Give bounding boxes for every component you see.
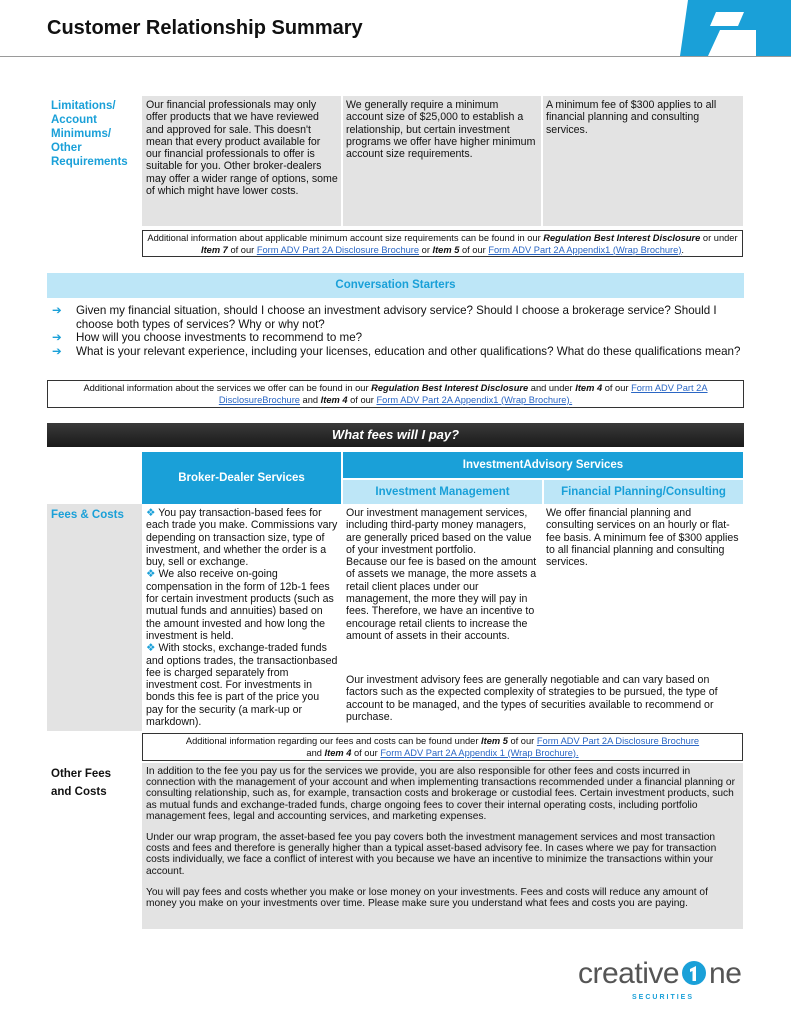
broker-dealer-header: Broker-Dealer Services <box>142 452 341 504</box>
arrow-right-icon: ➔ <box>52 344 62 358</box>
conversation-starters-list <box>52 304 752 358</box>
column-divider <box>341 96 343 226</box>
financial-planning-header: Financial Planning/Consulting <box>544 480 743 504</box>
form-adv-wrap-link[interactable]: Form ADV Part 2A Appendix1 (Wrap Brochure). <box>376 394 573 405</box>
limitations-note: Additional information about applicable minimum account size requirements can be found in our Regulation Best Interest Disclosure or under Item 7 of our Form ADV Part 2A Disclosure Brochure or Item 5 of our Form ADV Part 2A Appendix1 (Wrap Brochure). <box>142 230 743 257</box>
creativeone-logo: creative ne <box>578 957 742 990</box>
form-adv-wrap-link[interactable]: Form ADV Part 2A Appendix1 (Wrap Brochure) <box>488 244 682 255</box>
list-item: ➔ How will you choose investments to recommend to me? <box>52 331 363 344</box>
title-divider <box>0 56 791 57</box>
fees-financial-planning-cell: We offer financial planning and consulting services on an hourly or flat-fee basis. A minimum fee of $300 applies to all financial planning and consulting services. <box>546 507 739 569</box>
diamond-bullet-icon: ❖ <box>146 642 156 655</box>
fees-note: Additional information regarding our fees and costs can be found under Item 5 of our Form ADV Part 2A Disclosure Brochure and Item 4 of our Form ADV Part 2A Appendix 1 (Wrap Brochure). <box>142 733 743 761</box>
other-fees-label: Other Fees and Costs <box>51 768 112 798</box>
services-note: Additional information about the services we offer can be found in our Regulation Best Interest Disclosure and under Item 4 of our Form ADV Part 2A DisclosureBrochure and Item 4 of our Form ADV Part 2A Appendix1 (Wrap Brochure). <box>47 380 744 408</box>
limitations-financial-planning-cell: A minimum fee of $300 applies to all financial planning and consulting services. <box>542 96 743 226</box>
limitations-label: Limitations/ Account Minimums/ Other Requirements <box>51 100 128 168</box>
limitations-broker-dealer-cell: Our financial professionals may only offer products that we have reviewed and approved for sale. This doesn't mean that every product available for our financial professionals to offer is suitable for you. Other broker-dealers may offer a wider range of options, some of which might have lower costs. <box>142 96 342 226</box>
investment-management-header: Investment Management <box>343 480 542 504</box>
brand-corner-icon <box>680 0 791 56</box>
logo-one-icon <box>679 960 709 986</box>
fees-advisory-common-cell: Our investment advisory fees are generally negotiable and can vary based on factors such as the expected complexity of strategies to be pursued, the type of account to be managed, and the types of securities available to recommend or purchase. <box>346 674 718 723</box>
form-adv-disclosure-link[interactable]: Form ADV Part 2A DisclosureBrochure <box>218 383 708 405</box>
list-item: ➔ Given my financial situation, should I choose an investment advisory service? Should I choose a brokerage service? Should I choose both types of services? Why or why not? <box>52 304 717 331</box>
limitations-investment-management-cell: We generally require a minimum account size of $25,000 to establish a relationship, but certain investment programs we offer have higher minimum account size requirements. <box>342 96 542 226</box>
fees-section-header: What fees will I pay? <box>47 423 744 447</box>
form-adv-disclosure-link[interactable]: Form ADV Part 2A Disclosure Brochure <box>536 736 700 746</box>
fees-broker-dealer-cell: ❖ You pay transaction-based fees for each trade you make. Commissions vary depending on transaction size, type of investment, and whether the order is a buy, sell or exchange. ❖ We also receive on-going compensation in the form of 12b-1 fees for certain investment products (such as mutual funds and annuities) based on the amount invested and how long the investment is held. ❖ With stocks, exchange-traded funds and options trades, the transactionbased fee is charged separately from investment cost. For investments in bonds this fee is part of the price you pay for the security (a mark-up or markdown). <box>142 504 342 731</box>
investment-advisory-header: InvestmentAdvisory Services <box>343 452 743 478</box>
fees-label-cell <box>47 504 142 731</box>
column-divider <box>541 96 543 226</box>
logo-subtitle: SECURITIES <box>632 994 695 1001</box>
conversation-starters-header: Conversation Starters <box>47 273 744 298</box>
list-item: ➔ What is your relevant experience, including your licenses, education and other qualifications? What do these qualifications mean? <box>52 344 741 358</box>
form-adv-wrap-link[interactable]: Form ADV Part 2A Appendix 1 (Wrap Brochure). <box>380 747 579 758</box>
page-title: Customer Relationship Summary <box>47 17 363 39</box>
form-adv-disclosure-link[interactable]: Form ADV Part 2A Disclosure Brochure <box>256 244 420 255</box>
arrow-right-icon: ➔ <box>52 331 62 344</box>
diamond-bullet-icon: ❖ <box>146 568 156 581</box>
arrow-right-icon: ➔ <box>52 304 62 317</box>
fees-investment-management-cell: Our investment management services, including third-party money managers, are generally priced based on the value of your investment portfolio. Because our fee is based on the amount of assets we manage, the more assets a retail client places under our management, the more they will pay in fees. Therefore, we have an incentive to encourage retail clients to increase the amount of assets in their accounts. <box>346 507 537 642</box>
fees-costs-label: Fees & Costs <box>51 509 124 521</box>
other-fees-cell: In addition to the fee you pay us for the services we provide, you are also responsible for other fees and costs incurred in connection with the management of your account and when implementing transactions recommended under a financial planning or consulting relationship, such as, for example, transaction costs and brokerage or custodial fees. Certain investment products, such as mutual funds and exchange-traded funds, charge ongoing fees to cover their internal operating costs, including portfolio management fees, legal and accounting services, and marketing expenses. Under our wrap program, the asset-based fee you pay covers both the investment management services and most transaction costs and fees and therefore is generally higher than a typical asset-based advisory fee. In cases where we pay for transaction costs individually, we face a conflict of interest with you because we have an incentive to minimize the transactions within your account. You will pay fees and costs whether you make or lose money on your investments. Fees and costs will reduce any amount of money you make on your investments over time. Please make sure you understand what fees and costs you are paying. <box>142 763 743 929</box>
diamond-bullet-icon: ❖ <box>146 507 156 519</box>
